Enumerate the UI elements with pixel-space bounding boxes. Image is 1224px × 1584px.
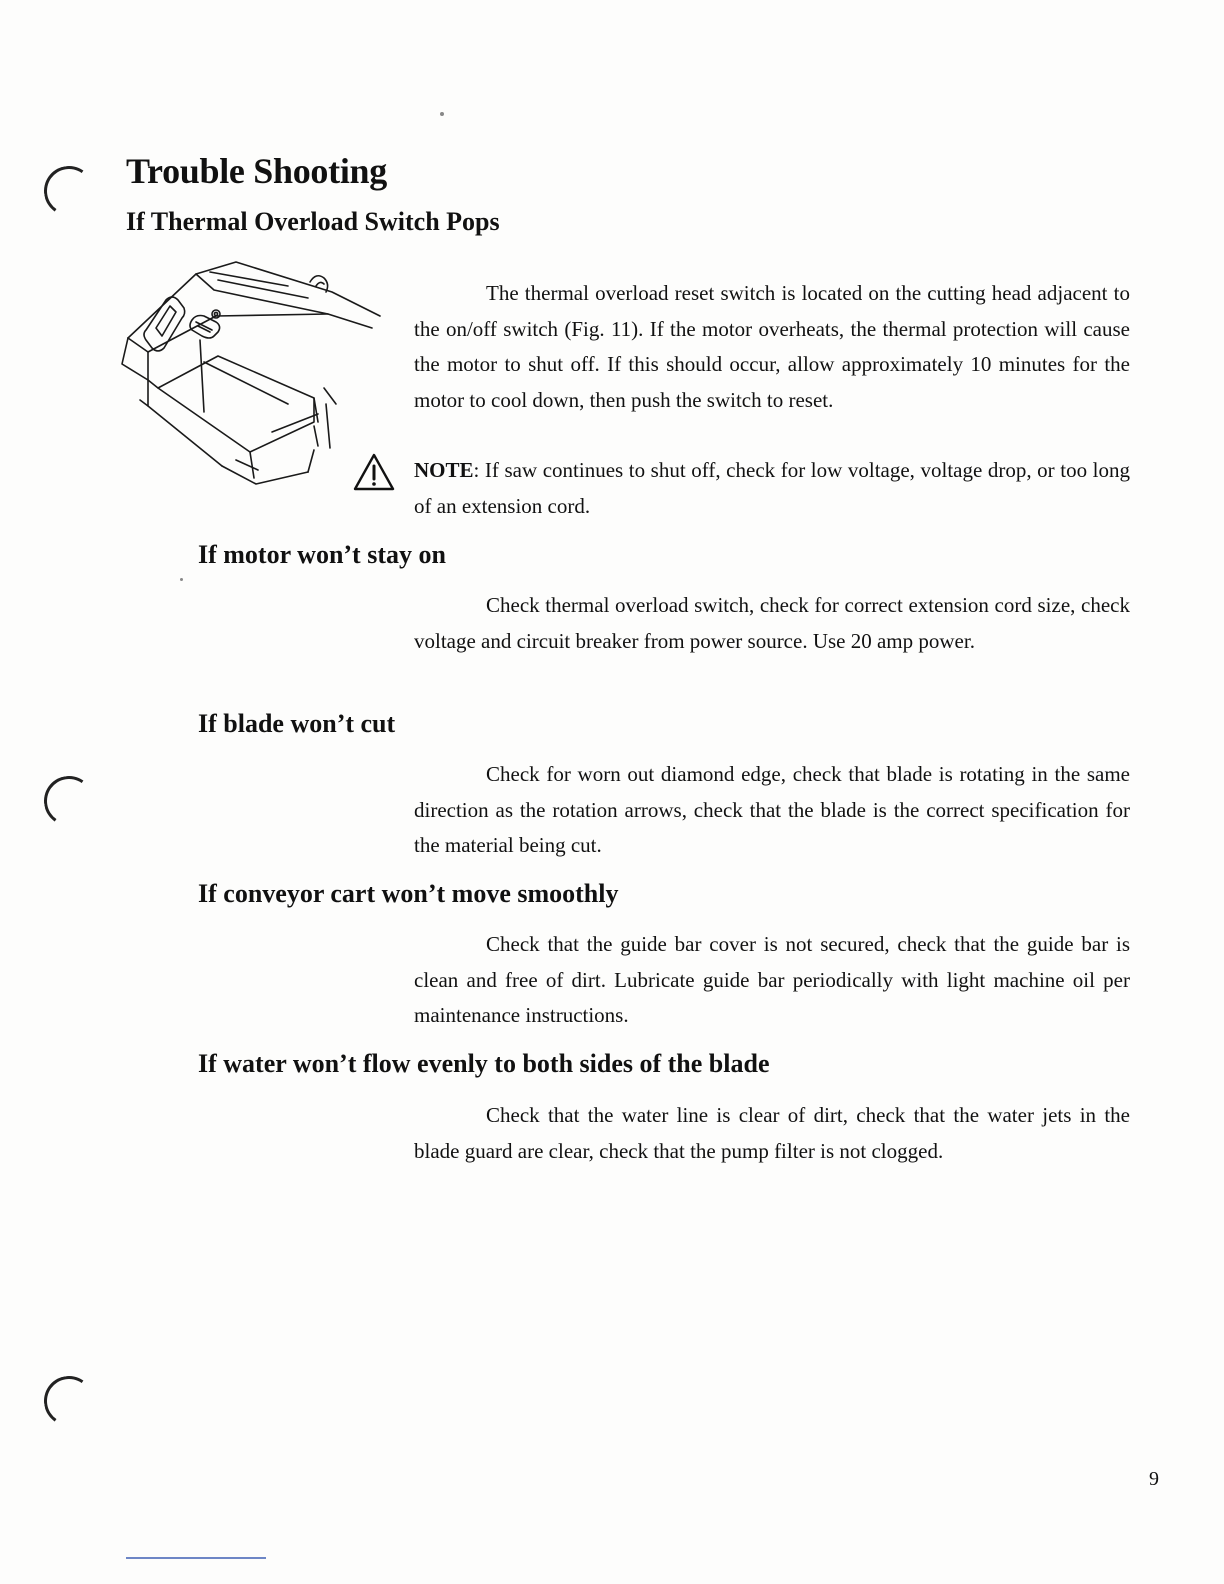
page-number: 9 bbox=[1149, 1468, 1159, 1490]
section-body-motor: Check thermal overload switch, check for correct extension cord size, check voltage and circuit breaker from power source. Use 20 amp power. bbox=[414, 593, 1130, 653]
section-heading-blade: If blade won’t cut bbox=[198, 709, 396, 738]
section-body-conveyor: Check that the guide bar cover is not secured, check that the guide bar is clean and free of dirt. Lubricate guide bar periodically with light machine oil per maintenance instructions. bbox=[414, 932, 1130, 1027]
note-paragraph bbox=[414, 453, 1130, 524]
scan-speck bbox=[180, 578, 183, 581]
section-body-thermal-overload: The thermal overload reset switch is located on the cutting head adjacent to the on/off switch (Fig. 11). If the motor overheats, the thermal protection will cause the motor to shut off. If this should occur, allow approximately 10 minutes for the motor to cool down, then push the switch to reset. bbox=[414, 281, 1130, 412]
section-body-water: Check that the water line is clear of dirt, check that the water jets in the blade guard are clear, check that the pump filter is not clogged. bbox=[414, 1103, 1130, 1163]
saw-control-panel-illustration bbox=[118, 256, 388, 496]
section-heading-thermal-overload: If Thermal Overload Switch Pops bbox=[126, 207, 500, 236]
section-heading-motor: If motor won’t stay on bbox=[198, 540, 446, 569]
note-label: NOTE bbox=[414, 458, 474, 482]
binder-hole-middle bbox=[40, 772, 98, 830]
warning-triangle-icon bbox=[352, 452, 396, 492]
section-heading-water: If water won’t flow evenly to both sides of the blade bbox=[198, 1049, 770, 1078]
footer-rule bbox=[126, 1557, 266, 1559]
section-body-blade: Check for worn out diamond edge, check that blade is rotating in the same direction as the rotation arrows, check that the blade is the correct specification for the material being cut. bbox=[414, 762, 1130, 857]
note-text: : If saw continues to shut off, check for low voltage, voltage drop, or too long of an extension cord. bbox=[414, 458, 1130, 518]
section-heading-conveyor: If conveyor cart won’t move smoothly bbox=[198, 879, 619, 908]
scan-speck bbox=[440, 112, 444, 116]
page-title: Trouble Shooting bbox=[126, 151, 387, 191]
binder-hole-bottom bbox=[40, 1372, 98, 1430]
binder-hole-top bbox=[40, 162, 98, 220]
